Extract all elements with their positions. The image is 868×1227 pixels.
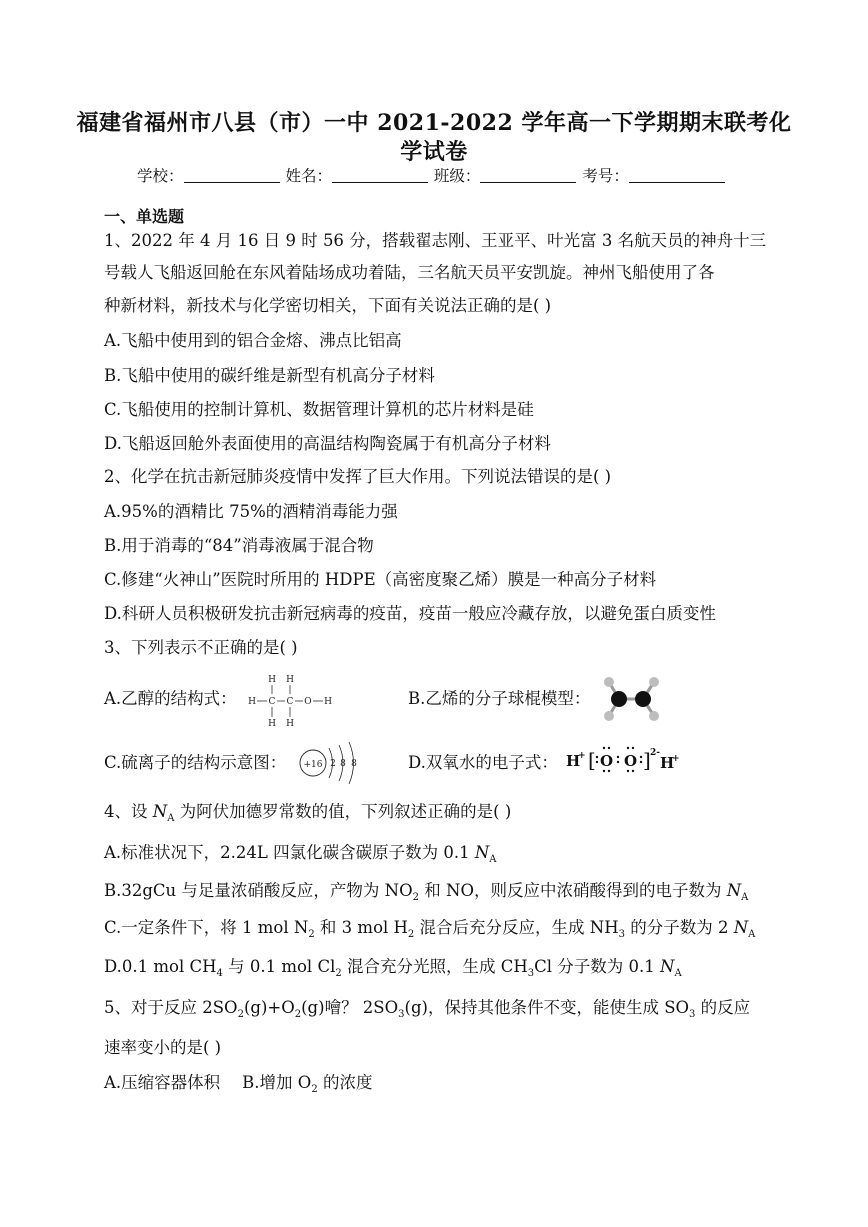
ethylene-ball-stick-model [598, 674, 668, 724]
name-label: 姓名： [285, 167, 332, 185]
q4-option-a[interactable] [104, 842, 497, 871]
ch4-subscript: 4 [216, 968, 223, 979]
q5-stem-2: 速率变小的是( ) [104, 1038, 222, 1057]
q4-c-text-b: 和 3 mol H [314, 918, 408, 937]
q4-d-text-c: 混合充分光照，生成 CH [341, 957, 528, 976]
q4-option-d[interactable] [104, 956, 682, 985]
section-heading: 一、单选题 [104, 207, 185, 226]
no2-subscript: 2 [412, 892, 420, 903]
q4-d-text-a: D.0.1 mol CH [104, 957, 217, 976]
shell-1-count: 2 [330, 759, 336, 769]
svg-text:H: H [286, 719, 294, 729]
q4-stem-a: 4、设 [104, 802, 153, 821]
svg-text:O: O [304, 697, 312, 707]
q5-options [104, 1072, 372, 1101]
svg-text:H: H [268, 719, 276, 729]
class-blank[interactable] [480, 168, 576, 183]
q3-option-b[interactable] [408, 688, 590, 710]
svg-text:H: H [248, 697, 256, 707]
q4-b-text-a: B.32gCu 与足量浓硝酸反应，产物为 NO [104, 881, 413, 900]
q4-b-text-b: 和 NO，则反应中浓硝酸得到的电子数为 [419, 881, 727, 900]
svg-text:O: O [624, 752, 638, 770]
svg-text:+: + [578, 751, 586, 761]
n2-subscript: 2 [308, 929, 315, 940]
ethanol-structural-formula [246, 673, 342, 729]
na-subscript: A [741, 892, 749, 903]
q5-b-text-a: B.增加 O [242, 1073, 312, 1092]
q1-option-d[interactable]: D.飞船返回舱外表面使用的高温结构陶瓷属于有机高分子材料 [104, 434, 551, 453]
q3-option-c[interactable] [104, 752, 286, 774]
h2-subscript: 2 [407, 929, 415, 940]
q2-option-d[interactable]: D.科研人员积极研发抗击新冠病毒的疫苗，疫苗一般应冷藏存放，以避免蛋白质变性 [104, 604, 716, 623]
q3-option-c-label: C.硫离子的结构示意图： [104, 753, 287, 772]
sulfur-nucleus-charge: +16 [303, 760, 323, 770]
q3-option-a-label: A.乙醇的结构式： [104, 689, 237, 708]
svg-text:H: H [286, 675, 294, 685]
title-line-1: 福建省福州市八县（市）一中 2021-2022 学年高一下学期期末联考化 [76, 110, 792, 136]
q1-option-c[interactable]: C.飞船使用的控制计算机、数据管理计算机的芯片材料是硅 [104, 400, 534, 419]
q5-text-d: 2SO [357, 998, 399, 1017]
q5-stem-1 [104, 997, 750, 1026]
hydrogen-peroxide-electron-formula [564, 742, 684, 778]
shell-3-count: 8 [351, 759, 357, 769]
na-symbol: N [152, 802, 168, 821]
q1-stem-3: 种新材料，新技术与化学密切相关，下面有关说法正确的是( ) [104, 296, 552, 315]
q4-stem [104, 801, 511, 830]
q5-option-a[interactable]: A.压缩容器体积 [104, 1073, 221, 1092]
na-symbol: N [474, 843, 490, 862]
q2-stem: 2、化学在抗击新冠肺炎疫情中发挥了巨大作用。下列说法错误的是( ) [104, 467, 612, 486]
q1-stem-2: 号载人飞船返回舱在东风着陆场成功着陆，三名航天员平安凯旋。神州飞船使用了各 [104, 263, 715, 282]
sulfide-ion-diagram [298, 740, 364, 786]
q4-c-text-a: C.一定条件下，将 1 mol N [104, 918, 309, 937]
shell-2-count: 8 [340, 759, 346, 769]
svg-text:H: H [268, 675, 276, 685]
q3-option-d-label: D.双氧水的电子式： [408, 753, 558, 772]
na-subscript: A [748, 929, 756, 940]
q3-option-a[interactable] [104, 688, 237, 710]
svg-text:H: H [566, 752, 581, 770]
na-symbol: N [726, 881, 742, 900]
q1-option-b[interactable]: B.飞船中使用的碳纤维是新型有机高分子材料 [104, 366, 435, 385]
q4-c-text-c: 混合后充分反应，生成 NH [414, 918, 619, 937]
q5-text-a: 5、对于反应 2SO [104, 998, 238, 1017]
q2-option-c[interactable]: C.修建“火神山”医院时所用的 HDPE（高密度聚乙烯）膜是一种高分子材料 [104, 570, 657, 589]
q3-option-d[interactable] [408, 752, 558, 774]
q5-text-f: 的反应 [695, 998, 751, 1017]
school-blank[interactable] [184, 168, 280, 183]
o2-subscript: 2 [294, 1009, 302, 1020]
q5-text-b: (g)+O [243, 998, 295, 1017]
q4-c-text-d: 的分子数为 2 [625, 918, 734, 937]
title-line-2: 学试卷 [400, 139, 468, 165]
na-subscript: A [167, 813, 175, 824]
q5-text-c: (g) [301, 998, 325, 1017]
so3-subscript: 3 [398, 1009, 405, 1020]
q5-option-b[interactable] [242, 1073, 373, 1095]
nh3-subscript: 3 [618, 929, 625, 940]
q3-option-b-label: B.乙烯的分子球棍模型： [408, 689, 591, 708]
q3-stem: 3、下列表示不正确的是( ) [104, 638, 298, 657]
q4-stem-b: 为阿伏加德罗常数的值，下列叙述正确的是( ) [174, 802, 512, 821]
na-subscript: A [674, 968, 682, 979]
q2-option-a[interactable]: A.95%的酒精比 75%的酒精消毒能力强 [104, 502, 398, 521]
school-label: 学校： [137, 167, 184, 185]
svg-text:[: [ [588, 748, 596, 772]
q4-option-c[interactable] [104, 917, 755, 946]
q4-d-text-d: Cl 分子数为 0.1 [534, 957, 661, 976]
q5-text-e: (g)，保持其他条件不变，能使生成 SO [404, 998, 690, 1017]
svg-text:H: H [324, 697, 332, 707]
class-label: 班级： [433, 167, 481, 185]
q4-option-b[interactable] [104, 880, 748, 909]
svg-text:2-: 2- [650, 748, 660, 758]
na-symbol: N [733, 918, 749, 937]
svg-text:+: + [672, 754, 680, 764]
q1-option-a[interactable]: A.飞船中使用到的铝合金熔、沸点比铝高 [104, 331, 402, 350]
reversible-arrow: 噲？ [324, 998, 358, 1017]
q5-b-text-b: 的浓度 [317, 1073, 373, 1092]
student-info [137, 164, 726, 186]
na-symbol: N [660, 957, 675, 976]
na-subscript: A [489, 854, 497, 865]
cl2-subscript: 2 [335, 968, 342, 979]
exam-no-label: 考号： [582, 167, 629, 185]
q4-a-text: A.标准状况下，2.24L 四氯化碳含碳原子数为 0.1 [104, 843, 475, 862]
q2-option-b[interactable]: B.用于消毒的“84”消毒液属于混合物 [104, 536, 374, 555]
q4-d-text-b: 与 0.1 mol Cl [222, 957, 336, 976]
ch3-subscript: 3 [527, 968, 535, 979]
svg-text:H: H [660, 754, 675, 772]
so3-subscript-2: 3 [689, 1009, 696, 1020]
svg-text:O: O [600, 752, 614, 770]
name-blank[interactable] [332, 168, 428, 183]
exam-no-blank[interactable] [629, 168, 725, 183]
q1-stem-1: 1、2022 年 4 月 16 日 9 时 56 分，搭载翟志刚、王亚平、叶光富 3 名航天员的神舟十三 [104, 231, 767, 250]
svg-text:C: C [268, 697, 276, 707]
svg-text:]: ] [643, 748, 651, 772]
o2-subscript-b: 2 [311, 1084, 318, 1095]
svg-text:C: C [286, 697, 294, 707]
so2-subscript: 2 [237, 1009, 244, 1020]
